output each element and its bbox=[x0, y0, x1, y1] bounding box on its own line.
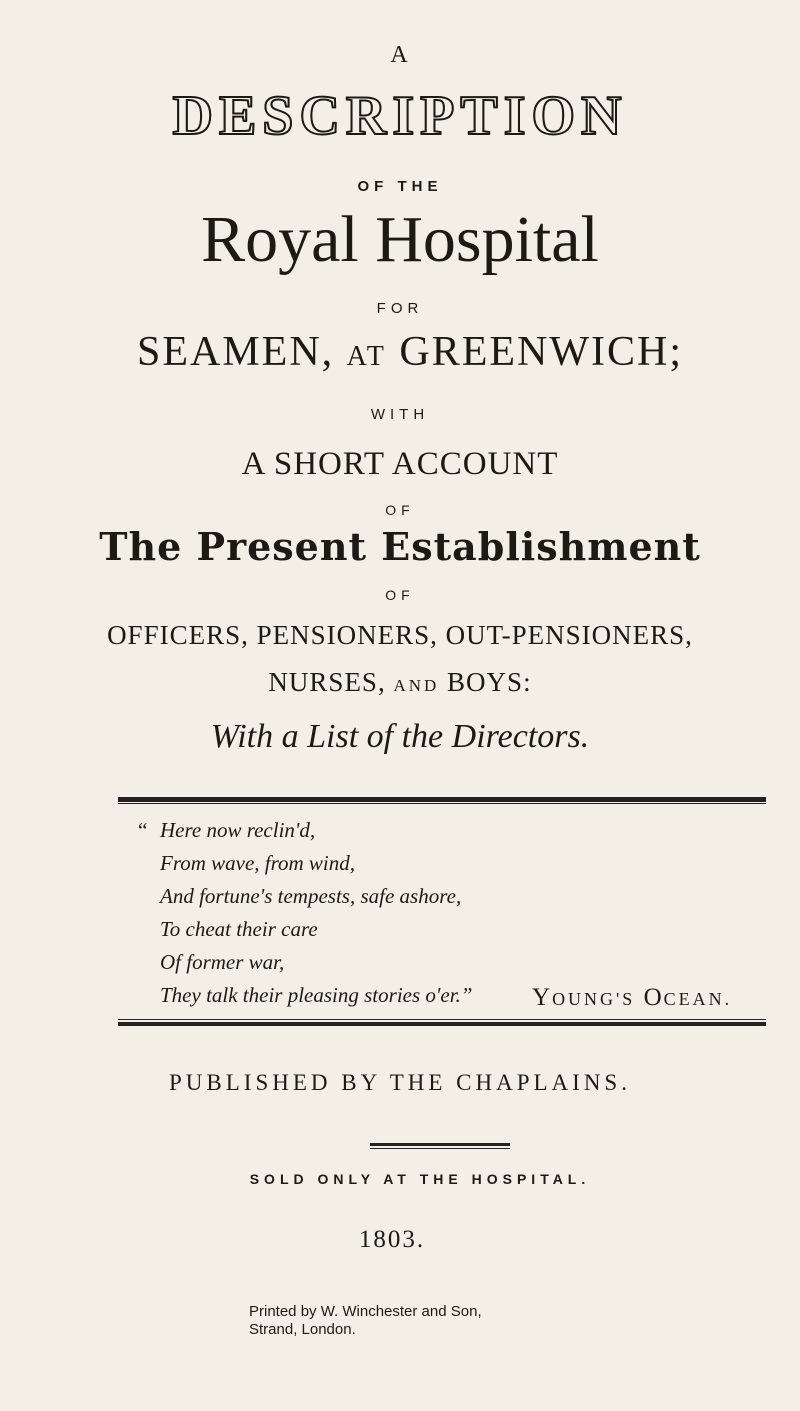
top-rule-thick bbox=[118, 797, 766, 802]
epigraph-line: And fortune's tempests, safe ashore, bbox=[160, 884, 462, 908]
bottom-rule-thick bbox=[118, 1022, 766, 1026]
bottom-rule-thin bbox=[118, 1019, 766, 1020]
epigraph-line: Of former war, bbox=[160, 950, 285, 974]
epigraph-line: To cheat their care bbox=[160, 917, 318, 941]
boys-word: BOYS: bbox=[447, 667, 532, 697]
at-word: AT bbox=[346, 341, 387, 372]
attribution-ocean: CEAN. bbox=[663, 989, 733, 1009]
nurses-word: NURSES, bbox=[268, 667, 386, 697]
printer-line-2: Strand, London. bbox=[249, 1321, 356, 1338]
publication-year: 1803. bbox=[358, 1226, 426, 1253]
list-of-directors: With a List of the Directors. bbox=[210, 718, 590, 755]
short-rule-thin bbox=[370, 1148, 510, 1149]
epigraph-line: They talk their pleasing stories o'er.” bbox=[160, 983, 473, 1007]
article-a: A bbox=[390, 42, 410, 68]
present-establishment: The Present Establishment bbox=[99, 524, 701, 569]
title-description: DESCRIPTION bbox=[172, 85, 628, 147]
epigraph-line: From wave, from wind, bbox=[160, 851, 356, 875]
short-account: A SHORT ACCOUNT bbox=[241, 446, 559, 482]
attribution-initial: Y bbox=[532, 984, 553, 1011]
top-rule-thin bbox=[118, 803, 766, 804]
printer-line-1: Printed by W. Winchester and Son, bbox=[249, 1303, 482, 1320]
of-label-2: OF bbox=[385, 587, 415, 603]
attribution-young: OUNG'S bbox=[552, 989, 636, 1009]
epigraph-attribution bbox=[532, 984, 732, 1012]
epigraph bbox=[138, 814, 473, 1012]
officers-line: OFFICERS, PENSIONERS, OUT-PENSIONERS, bbox=[107, 620, 693, 650]
epigraph-open-quote: “ bbox=[138, 818, 148, 842]
seamen-word: SEAMEN, bbox=[136, 329, 335, 375]
printer-imprint bbox=[249, 1303, 482, 1339]
short-rule-thick bbox=[370, 1143, 510, 1146]
epigraph-line: Here now reclin'd, bbox=[160, 818, 316, 842]
published-by: PUBLISHED BY THE CHAPLAINS. bbox=[169, 1070, 631, 1095]
and-word: AND bbox=[393, 676, 440, 695]
seamen-greenwich-line bbox=[20, 328, 800, 376]
nurses-boys-line bbox=[0, 667, 800, 698]
title-royal-hospital: Royal Hospital bbox=[201, 203, 599, 276]
sold-only: SOLD ONLY AT THE HOSPITAL. bbox=[249, 1171, 591, 1187]
for-label: FOR bbox=[376, 300, 424, 317]
of-the-label: OF THE bbox=[357, 178, 443, 195]
attribution-ocean-initial: O bbox=[643, 984, 664, 1011]
of-label-1: OF bbox=[385, 502, 415, 518]
with-label: WITH bbox=[370, 406, 430, 423]
greenwich-word: GREENWICH; bbox=[399, 329, 684, 375]
